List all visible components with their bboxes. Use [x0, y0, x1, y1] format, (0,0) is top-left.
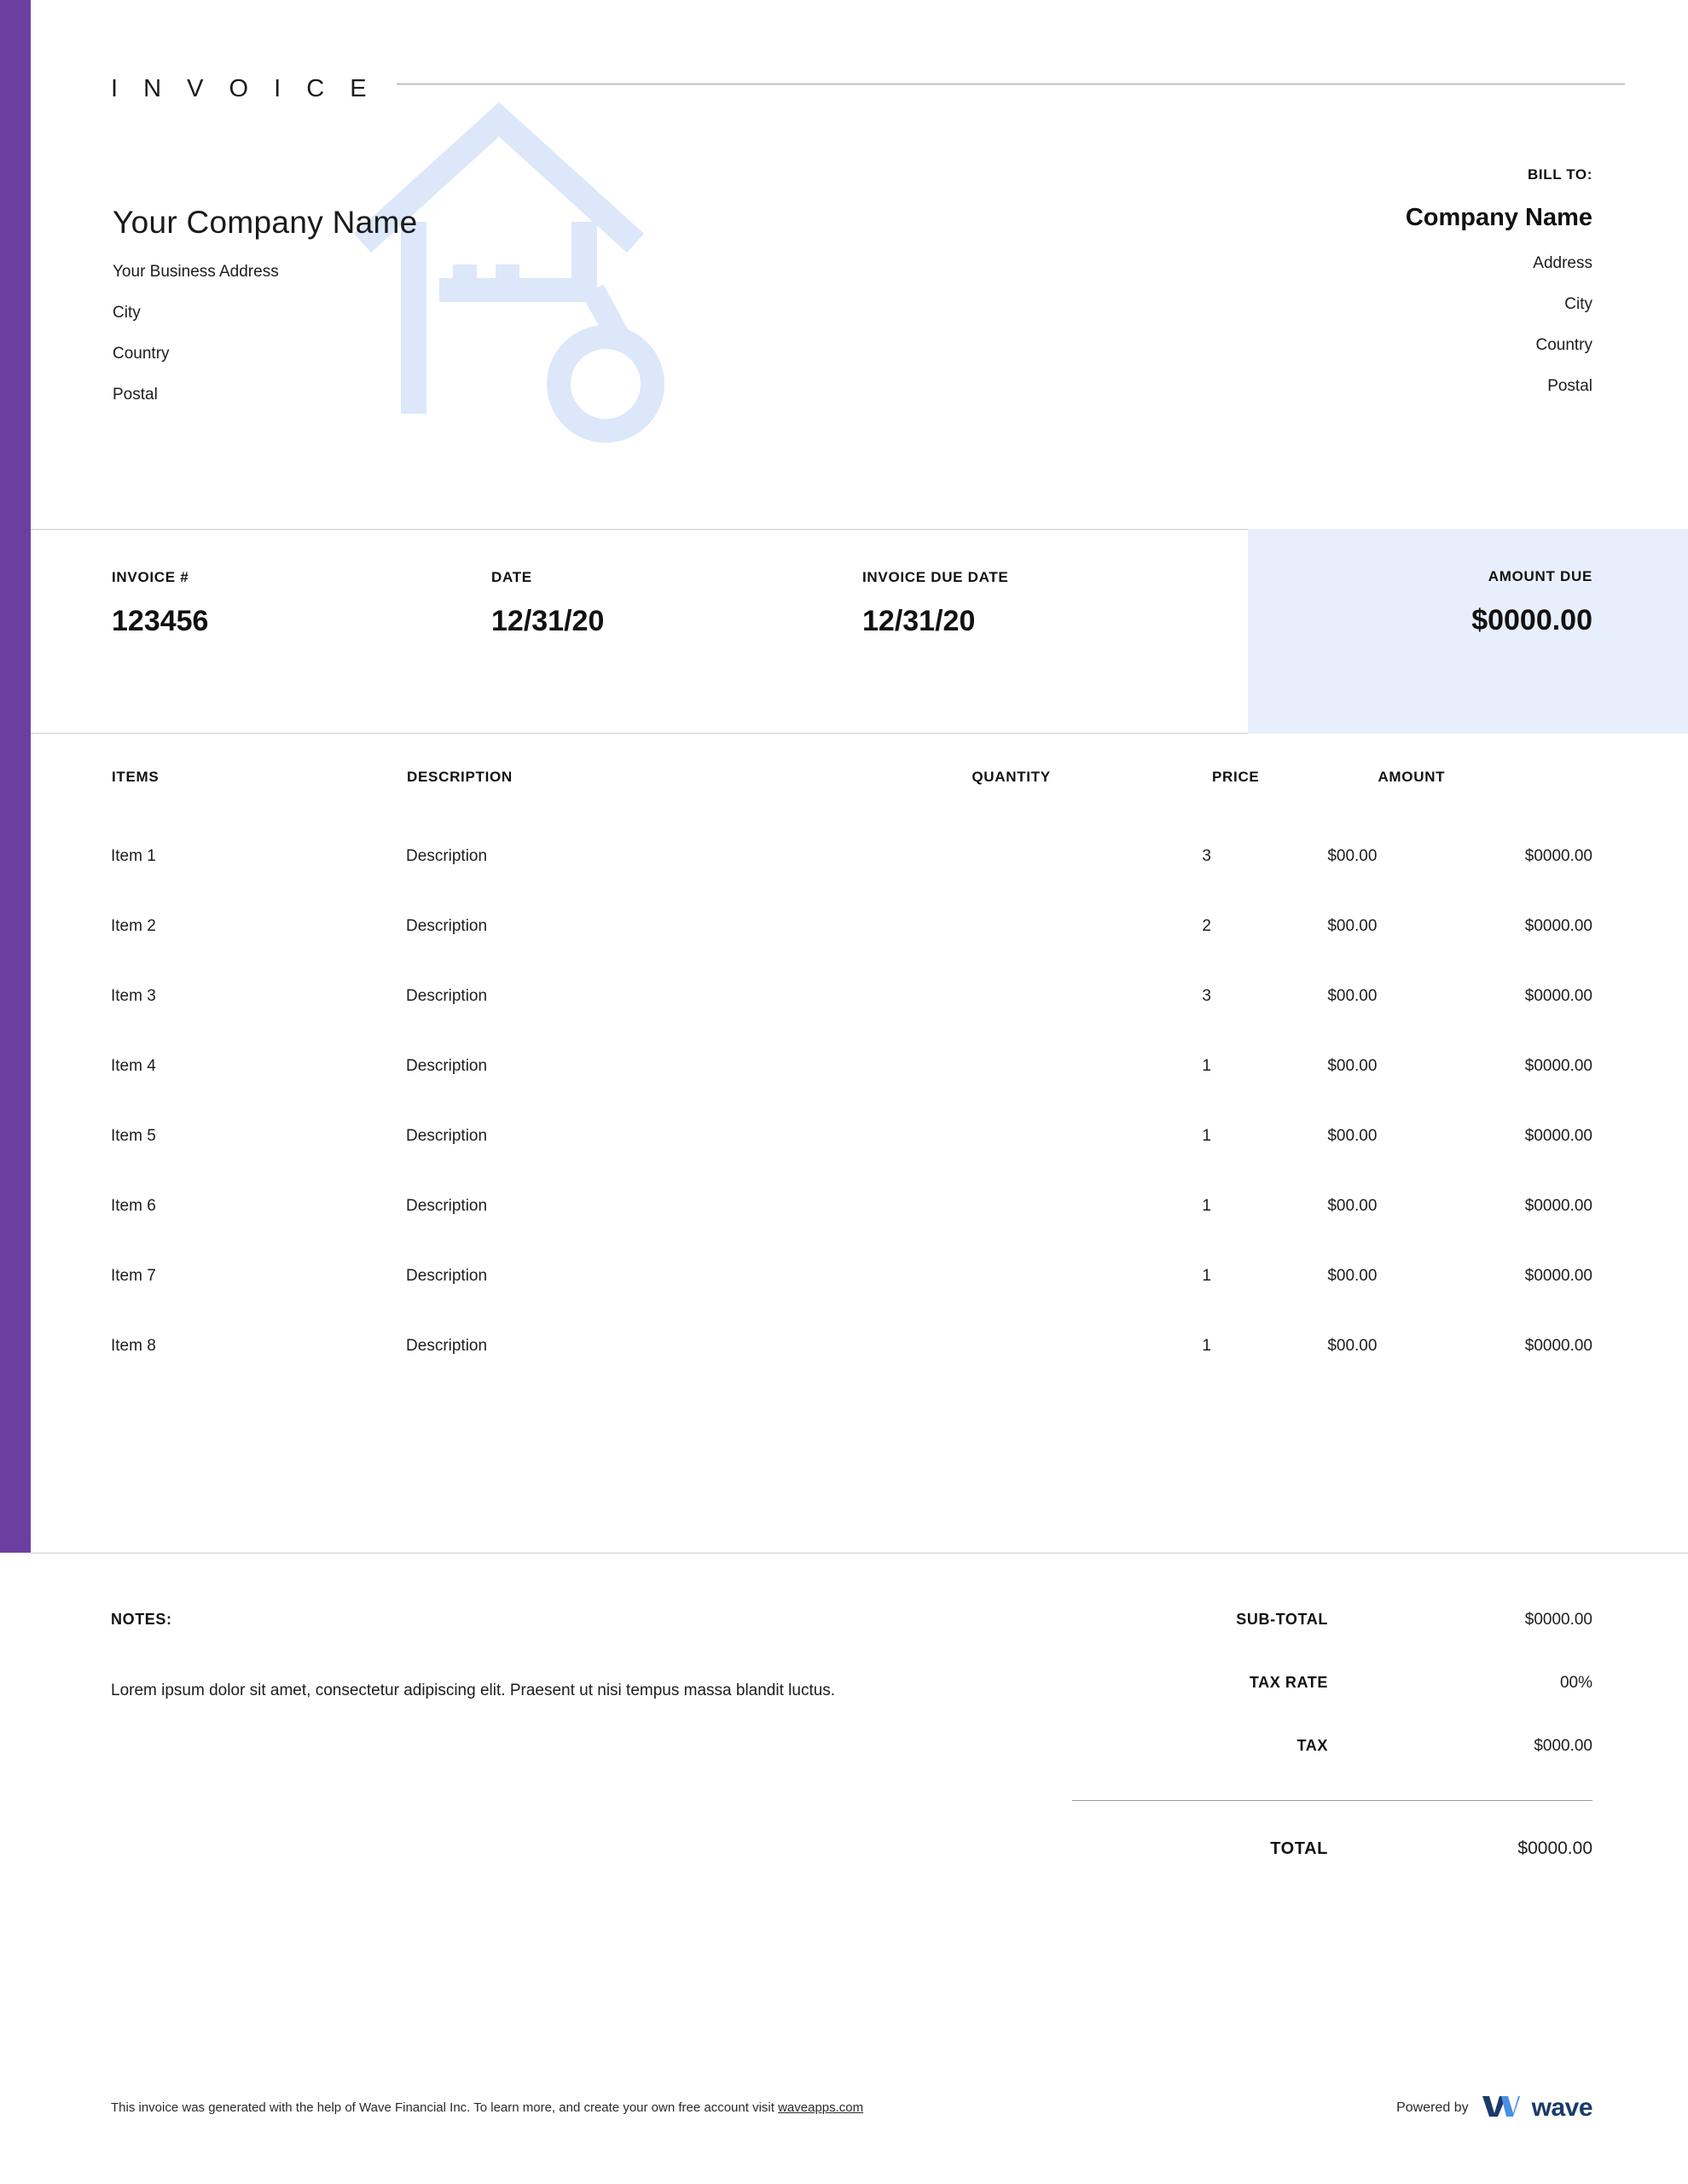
invoice-date-label: DATE: [491, 569, 532, 585]
accent-bar-middle: [0, 529, 31, 734]
sender-block: [113, 205, 417, 427]
row-amount: $0000.00: [1524, 847, 1592, 865]
bill-to-address: Address: [1533, 254, 1592, 272]
notes-separator: [31, 1553, 1688, 1554]
row-quantity: 3: [1202, 987, 1211, 1005]
row-price: $00.00: [1327, 1197, 1378, 1215]
table-header-row: [111, 768, 1592, 822]
footer-disclaimer-text: This invoice was generated with the help of Wave Financial Inc. To learn more, and create your own free account visit: [111, 2100, 779, 2115]
page-title: I N V O I C E: [111, 75, 376, 102]
total-row: [1072, 1838, 1592, 1859]
row-quantity: 1: [1202, 1197, 1211, 1215]
header-description: DESCRIPTION: [407, 769, 513, 785]
invoice-date-value: 12/31/20: [491, 605, 605, 637]
row-item: Item 4: [111, 1057, 156, 1075]
row-amount: $0000.00: [1524, 1057, 1592, 1075]
row-item: Item 3: [111, 987, 156, 1005]
sender-company-name: Your Company Name: [113, 205, 418, 240]
row-description: Description: [406, 1337, 488, 1355]
tax-row: [1072, 1737, 1592, 1756]
tax-value: $000.00: [1534, 1737, 1592, 1755]
total-value: $0000.00: [1517, 1838, 1592, 1858]
row-price: $00.00: [1327, 917, 1378, 935]
total-label: TOTAL: [1270, 1839, 1328, 1858]
sender-city: City: [113, 304, 141, 322]
sender-address: Your Business Address: [113, 263, 279, 281]
accent-bar-top: [0, 0, 31, 529]
row-description: Description: [406, 917, 488, 935]
invoice-header: [111, 75, 1688, 109]
sender-postal: Postal: [113, 386, 158, 404]
table-row: [111, 961, 1592, 1031]
row-amount: $0000.00: [1524, 917, 1592, 935]
footer-disclaimer: [111, 2100, 863, 2115]
row-item: Item 2: [111, 917, 156, 935]
table-row: [111, 1031, 1592, 1101]
table-row: [111, 1101, 1592, 1171]
powered-by-block: [1396, 2091, 1592, 2124]
row-price: $00.00: [1327, 1127, 1378, 1145]
line-items-section: [111, 768, 1592, 1381]
invoice-due-date-label: INVOICE DUE DATE: [862, 569, 1009, 585]
invoice-due-date-cell: [862, 569, 1008, 638]
row-description: Description: [406, 847, 488, 865]
bill-to-company-name: Company Name: [1405, 204, 1592, 231]
bill-to-block: [1406, 166, 1592, 418]
row-item: Item 5: [111, 1127, 156, 1145]
page-footer: [111, 2091, 1592, 2124]
tax-rate-value: 00%: [1559, 1674, 1592, 1692]
header-price: PRICE: [1212, 769, 1260, 785]
sender-country: Country: [113, 345, 170, 363]
invoice-number-value: 123456: [112, 605, 209, 637]
bill-to-label: BILL TO:: [1528, 166, 1592, 183]
row-amount: $0000.00: [1524, 1267, 1592, 1285]
waveapps-link[interactable]: waveapps.com: [778, 2100, 864, 2115]
row-price: $00.00: [1327, 1057, 1378, 1075]
row-price: $00.00: [1327, 1337, 1378, 1355]
notes-text: Lorem ipsum dolor sit amet, consectetur adipiscing elit. Praesent ut nisi tempus massa blandit luctus.: [111, 1682, 836, 1699]
row-amount: $0000.00: [1524, 1127, 1592, 1145]
row-quantity: 2: [1202, 917, 1211, 935]
row-quantity: 1: [1202, 1057, 1211, 1075]
amount-due-box: [1248, 529, 1688, 734]
row-quantity: 1: [1202, 1127, 1211, 1145]
wave-logo-icon: [1481, 2091, 1520, 2124]
tax-label: TAX: [1296, 1737, 1328, 1754]
notes-section: [111, 1611, 921, 1704]
table-row: [111, 1171, 1592, 1241]
row-quantity: 3: [1202, 847, 1211, 865]
invoice-number-label: INVOICE #: [112, 569, 189, 585]
totals-section: [1072, 1611, 1592, 1903]
bill-to-postal: Postal: [1547, 377, 1592, 395]
header-amount: AMOUNT: [1378, 769, 1446, 785]
row-amount: $0000.00: [1524, 1197, 1592, 1215]
header-quantity: QUANTITY: [972, 769, 1051, 785]
line-items-table: [111, 768, 1592, 1381]
totals-divider: [1072, 1800, 1592, 1801]
row-description: Description: [406, 1267, 488, 1285]
row-description: Description: [406, 987, 488, 1005]
amount-due-value: $0000.00: [1471, 604, 1592, 636]
invoice-date-cell: [491, 569, 604, 638]
accent-bar-bottom: [0, 734, 31, 1553]
table-row: [111, 1311, 1592, 1381]
table-row: [111, 892, 1592, 961]
subtotal-label: SUB-TOTAL: [1236, 1611, 1328, 1628]
notes-label: NOTES:: [111, 1611, 172, 1628]
header-items: ITEMS: [112, 769, 160, 785]
bill-to-country: Country: [1535, 336, 1592, 354]
row-description: Description: [406, 1057, 488, 1075]
row-quantity: 1: [1202, 1267, 1211, 1285]
tax-rate-row: [1072, 1674, 1592, 1693]
row-description: Description: [406, 1197, 488, 1215]
wave-wordmark: wave: [1531, 2093, 1592, 2122]
row-item: Item 6: [111, 1197, 156, 1215]
row-item: Item 1: [111, 847, 156, 865]
amount-due-cell: [1471, 568, 1592, 637]
row-price: $00.00: [1327, 987, 1378, 1005]
tax-rate-label: TAX RATE: [1249, 1674, 1328, 1691]
row-description: Description: [406, 1127, 488, 1145]
amount-due-label: AMOUNT DUE: [1488, 568, 1592, 584]
powered-by-label: Powered by: [1396, 2100, 1469, 2115]
table-row: [111, 822, 1592, 892]
row-price: $00.00: [1327, 847, 1378, 865]
row-quantity: 1: [1202, 1337, 1211, 1355]
subtotal-value: $0000.00: [1524, 1611, 1592, 1629]
row-amount: $0000.00: [1524, 987, 1592, 1005]
row-item: Item 8: [111, 1337, 156, 1355]
row-item: Item 7: [111, 1267, 156, 1285]
invoice-due-date-value: 12/31/20: [862, 605, 976, 637]
row-price: $00.00: [1327, 1267, 1378, 1285]
bill-to-city: City: [1564, 295, 1592, 313]
subtotal-row: [1072, 1611, 1592, 1629]
row-amount: $0000.00: [1524, 1337, 1592, 1355]
table-row: [111, 1241, 1592, 1311]
invoice-number-cell: [112, 569, 208, 638]
